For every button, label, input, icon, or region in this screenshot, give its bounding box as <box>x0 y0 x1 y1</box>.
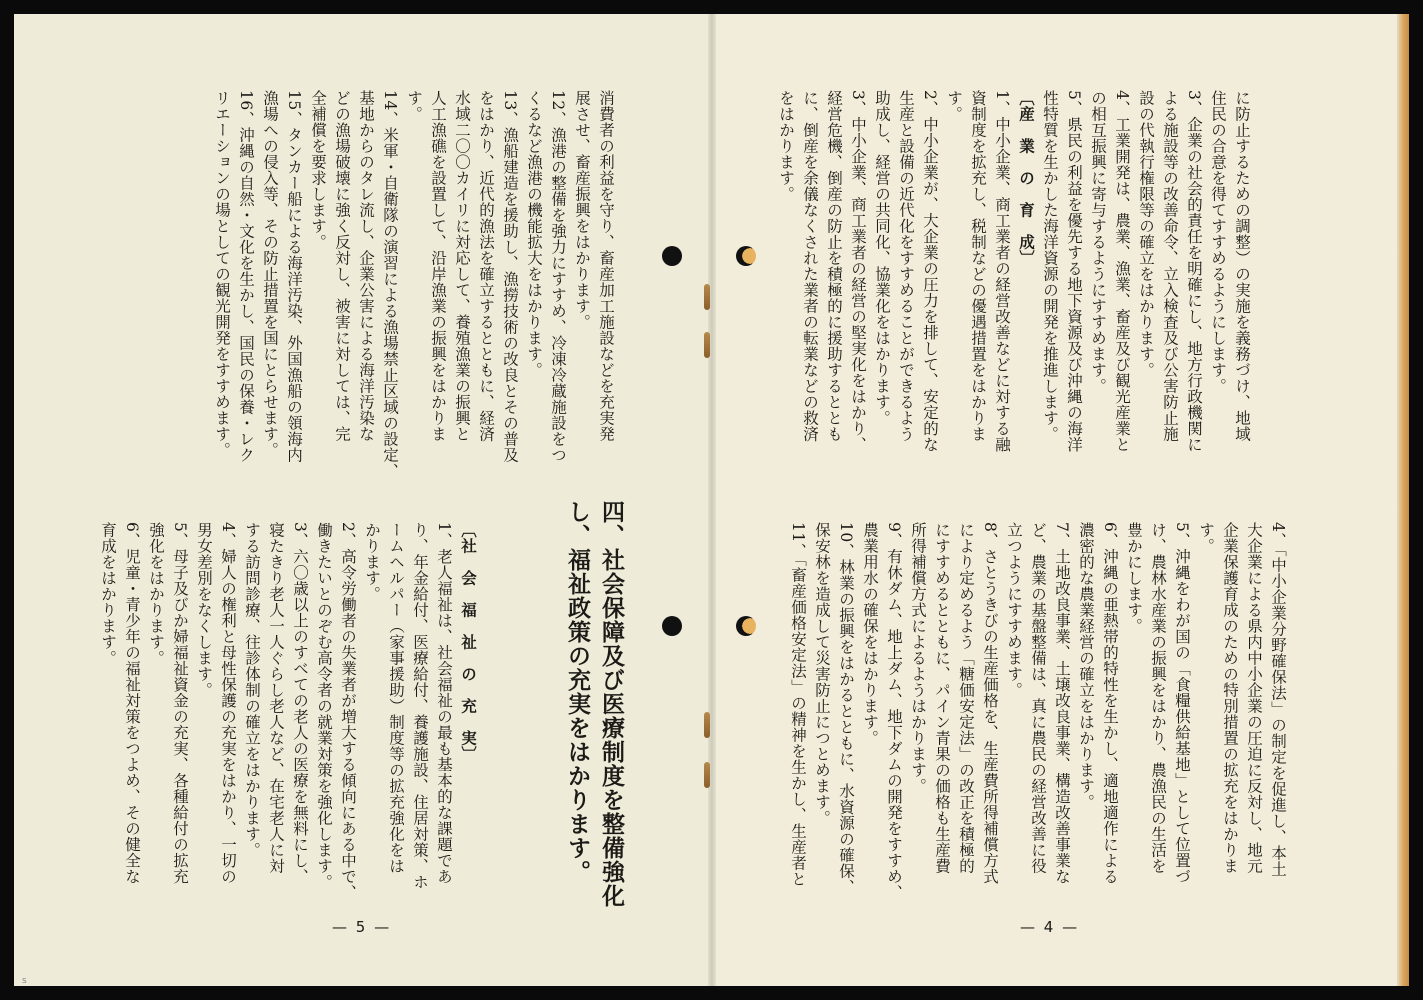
text-line: 4、「中小企業分野確保法」の制定を促進し、本土 <box>1269 522 1287 877</box>
text-line: 9、有休ダム、地上ダム、地下ダムの開発をすすめ、 <box>885 522 903 901</box>
text-line: 13、漁船建造を援助し、漁撈技術の改良とその普及 <box>501 90 519 463</box>
binding-hole-bottom-left <box>662 616 682 636</box>
text-line: 所得補償方式によるようはかります。 <box>909 522 927 794</box>
text-line: 10、林業の振興をはかるとともに、水資源の確保、 <box>837 522 855 895</box>
text-line: 基地からのタレ流し、企業公害による海洋汚染な <box>357 90 375 442</box>
text-line: す。 <box>1197 522 1215 554</box>
text-line: 16、沖縄の自然・文化を生かし、国民の保養・レク <box>237 90 255 463</box>
binding-hole-bottom-right <box>736 616 756 636</box>
text-line: 3、六〇歳以上のすべての老人の医療を無料にし、 <box>291 522 309 885</box>
text-line: け、農林水産業の振興をはかり、農漁民の生活を <box>1149 522 1167 874</box>
text-line: 〔産 業 の 育 成〕 <box>1017 90 1036 266</box>
text-line: 4、工業開発は、農業、漁業、畜産及び観光産業と <box>1113 90 1131 453</box>
text-line: ームヘルパー（家事援助）制度等の拡充強化をは <box>387 522 405 874</box>
text-line: 11、「畜産価格安定法」の精神を生かし、生産者と <box>789 522 807 887</box>
text-line: 水域二〇〇カイリに対応して、養殖漁業の振興と <box>453 90 471 442</box>
page-4 <box>712 14 1409 986</box>
text-column-left-bottom <box>96 522 480 912</box>
text-line: 3、企業の社会的責任を明確にし、地方行政機関に <box>1185 90 1203 453</box>
text-line: 企業保護育成のための特別措置の拡充をはかりま <box>1221 522 1239 874</box>
text-line: 2、中小企業が、大企業の圧力を排して、安定的な <box>921 90 939 453</box>
text-line: 農業用水の確保をはかります。 <box>861 522 879 746</box>
text-line: 性特質を生かした海洋資源の開発を推進します。 <box>1041 90 1059 442</box>
text-line: 1、中小企業、商工業者の経営改善などに対する融 <box>993 90 1011 453</box>
text-line: 5、沖縄をわが国の「食糧供給基地」として位置づ <box>1173 522 1191 885</box>
text-line: 2、高令労働者の失業者が増大する傾向にある中で、 <box>339 522 357 901</box>
text-line: 育成をはかります。 <box>99 522 117 666</box>
text-line: に、倒産を余儀なくされた業者の転業などの救済 <box>801 90 819 442</box>
page-number-4: — 4 — <box>1020 918 1080 936</box>
text-line: 7、土地改良事業、土壌改良事業、構造改善事業な <box>1053 522 1071 885</box>
text-line: り、年金給付、医療給付、養護施設、住居対策、ホ <box>411 522 429 890</box>
text-line: どの漁場破壊に強く反対し、被害に対しては、完 <box>333 90 351 442</box>
text-line: 消費者の利益を守り、畜産加工施設などを充実発 <box>597 90 615 442</box>
text-line: 12、漁港の整備を強力にすすめ、冷凍冷蔵施設をつ <box>549 90 567 463</box>
corner-mark: ѕ <box>22 976 27 986</box>
text-line: 8、さとうきびの生産価格を、生産費所得補償方式 <box>981 522 999 885</box>
text-line: 全補償を要求します。 <box>309 90 327 250</box>
text-line: 大企業による県内中小企業の圧迫に反対し、地元 <box>1245 522 1263 874</box>
text-line: 15、タンカー船による海洋汚染、外国漁船の領海内 <box>285 90 303 463</box>
text-line: 3、中小企業、商工業者の経営の堅実化をはかり、 <box>849 90 867 453</box>
text-column-right-bottom <box>786 522 1290 912</box>
text-line: 濃密的な農業経営の確立をはかります。 <box>1077 522 1095 810</box>
text-line: す。 <box>405 90 423 122</box>
text-line: 6、沖縄の亜熱帯的特性を生かし、適地適作による <box>1101 522 1119 885</box>
binding-hole-top-right <box>736 246 756 266</box>
text-line: の相互振興に寄与するようにすすめます。 <box>1089 90 1107 394</box>
text-line: くるなど漁港の機能拡大をはかります。 <box>525 90 543 378</box>
text-line: ど、農業の基盤整備は、真に農民の経営改善に役 <box>1029 522 1047 874</box>
text-column-left-top <box>210 90 618 490</box>
page-number-5: — 5 — <box>332 918 392 936</box>
text-line: 立つようにすすめます。 <box>1005 522 1023 698</box>
text-line: 資制度を拡充し、税制などの優遇措置をはかりま <box>969 90 987 442</box>
text-line: 〔社 会 福 祉 の 充 実〕 <box>459 522 478 762</box>
section-heading-four <box>560 500 628 908</box>
page-5 <box>14 14 712 986</box>
text-line: に防止するための調整）の実施を義務づけ、地域 <box>1233 90 1251 442</box>
staple-mark-4 <box>704 762 710 788</box>
text-line: す。 <box>945 90 963 122</box>
text-line: 5、母子及びか婦福祉資金の充実、各種給付の拡充 <box>171 522 189 885</box>
text-line: 経営危機、倒産の防止を積極的に援助するととも <box>825 90 843 442</box>
text-line: 寝たきり老人一人ぐらし老人など、在宅老人に対 <box>267 522 285 874</box>
staple-mark-2 <box>704 332 710 358</box>
text-line: 生産と設備の近代化をすすめることができるよう <box>897 90 915 442</box>
scan-frame <box>14 14 1409 986</box>
text-line: 保安林を造成して災害防止につとめます。 <box>813 522 831 826</box>
text-line: 展させ、畜産振興をはかります。 <box>573 90 591 330</box>
text-line: をはかり、近代的漁法を確立するとともに、経済 <box>477 90 495 442</box>
text-line: 四、社会保障及び医療制度を整備強化 <box>598 500 624 908</box>
text-line: 助成し、経営の共同化、協業化をはかります。 <box>873 90 891 426</box>
text-line: をはかります。 <box>777 90 795 202</box>
text-line: し、福祉政策の充実をはかります。 <box>564 500 590 884</box>
text-line: 住民の合意を得てすすめるようにします。 <box>1209 90 1227 394</box>
text-line: 漁場への侵入等、その防止措置を国にとらせます。 <box>261 90 279 458</box>
text-line: 1、老人福祉は、社会福祉の最も基本的な課題であ <box>435 522 453 885</box>
text-line: 豊かにします。 <box>1125 522 1143 634</box>
text-line: 5、県民の利益を優先する地下資源及び沖縄の海洋 <box>1065 90 1083 453</box>
text-line: 男女差別をなくします。 <box>195 522 213 698</box>
text-line: 設の代執行権限等の確立をはかります。 <box>1137 90 1155 378</box>
text-line: 14、米軍・自衛隊の演習による漁場禁止区域の設定、 <box>381 90 399 479</box>
text-line: にすすめるとともに、パイン青果の価格も生産費 <box>933 522 951 874</box>
text-line: 4、婦人の権利と母性保護の充実をはかり、一切の <box>219 522 237 885</box>
staple-mark-3 <box>704 712 710 738</box>
text-line: 人工漁礁を設置して、沿岸漁業の振興をはかりま <box>429 90 447 442</box>
text-line: よる施設等の改善命令、立入検査及び公害防止施 <box>1161 90 1179 442</box>
text-line: 強化をはかります。 <box>147 522 165 666</box>
text-line: 6、児童・青少年の福祉対策をつよめ、その健全な <box>123 522 141 885</box>
text-line: 働きたいとのぞむ高令者の就業対策を強化します。 <box>315 522 333 890</box>
binding-hole-top-left <box>662 246 682 266</box>
binding-gutter <box>708 14 716 986</box>
text-line: する訪問診療、往診体制の確立をはかります。 <box>243 522 261 858</box>
text-column-right-top <box>774 90 1254 490</box>
staple-mark-1 <box>704 284 710 310</box>
text-line: リエーションの場としての観光開発をすすめます。 <box>213 90 231 458</box>
page-edge-strip <box>1397 14 1409 986</box>
text-line: かります。 <box>363 522 381 602</box>
text-line: により定めるよう「糖価安定法」の改正を積極的 <box>957 522 975 874</box>
